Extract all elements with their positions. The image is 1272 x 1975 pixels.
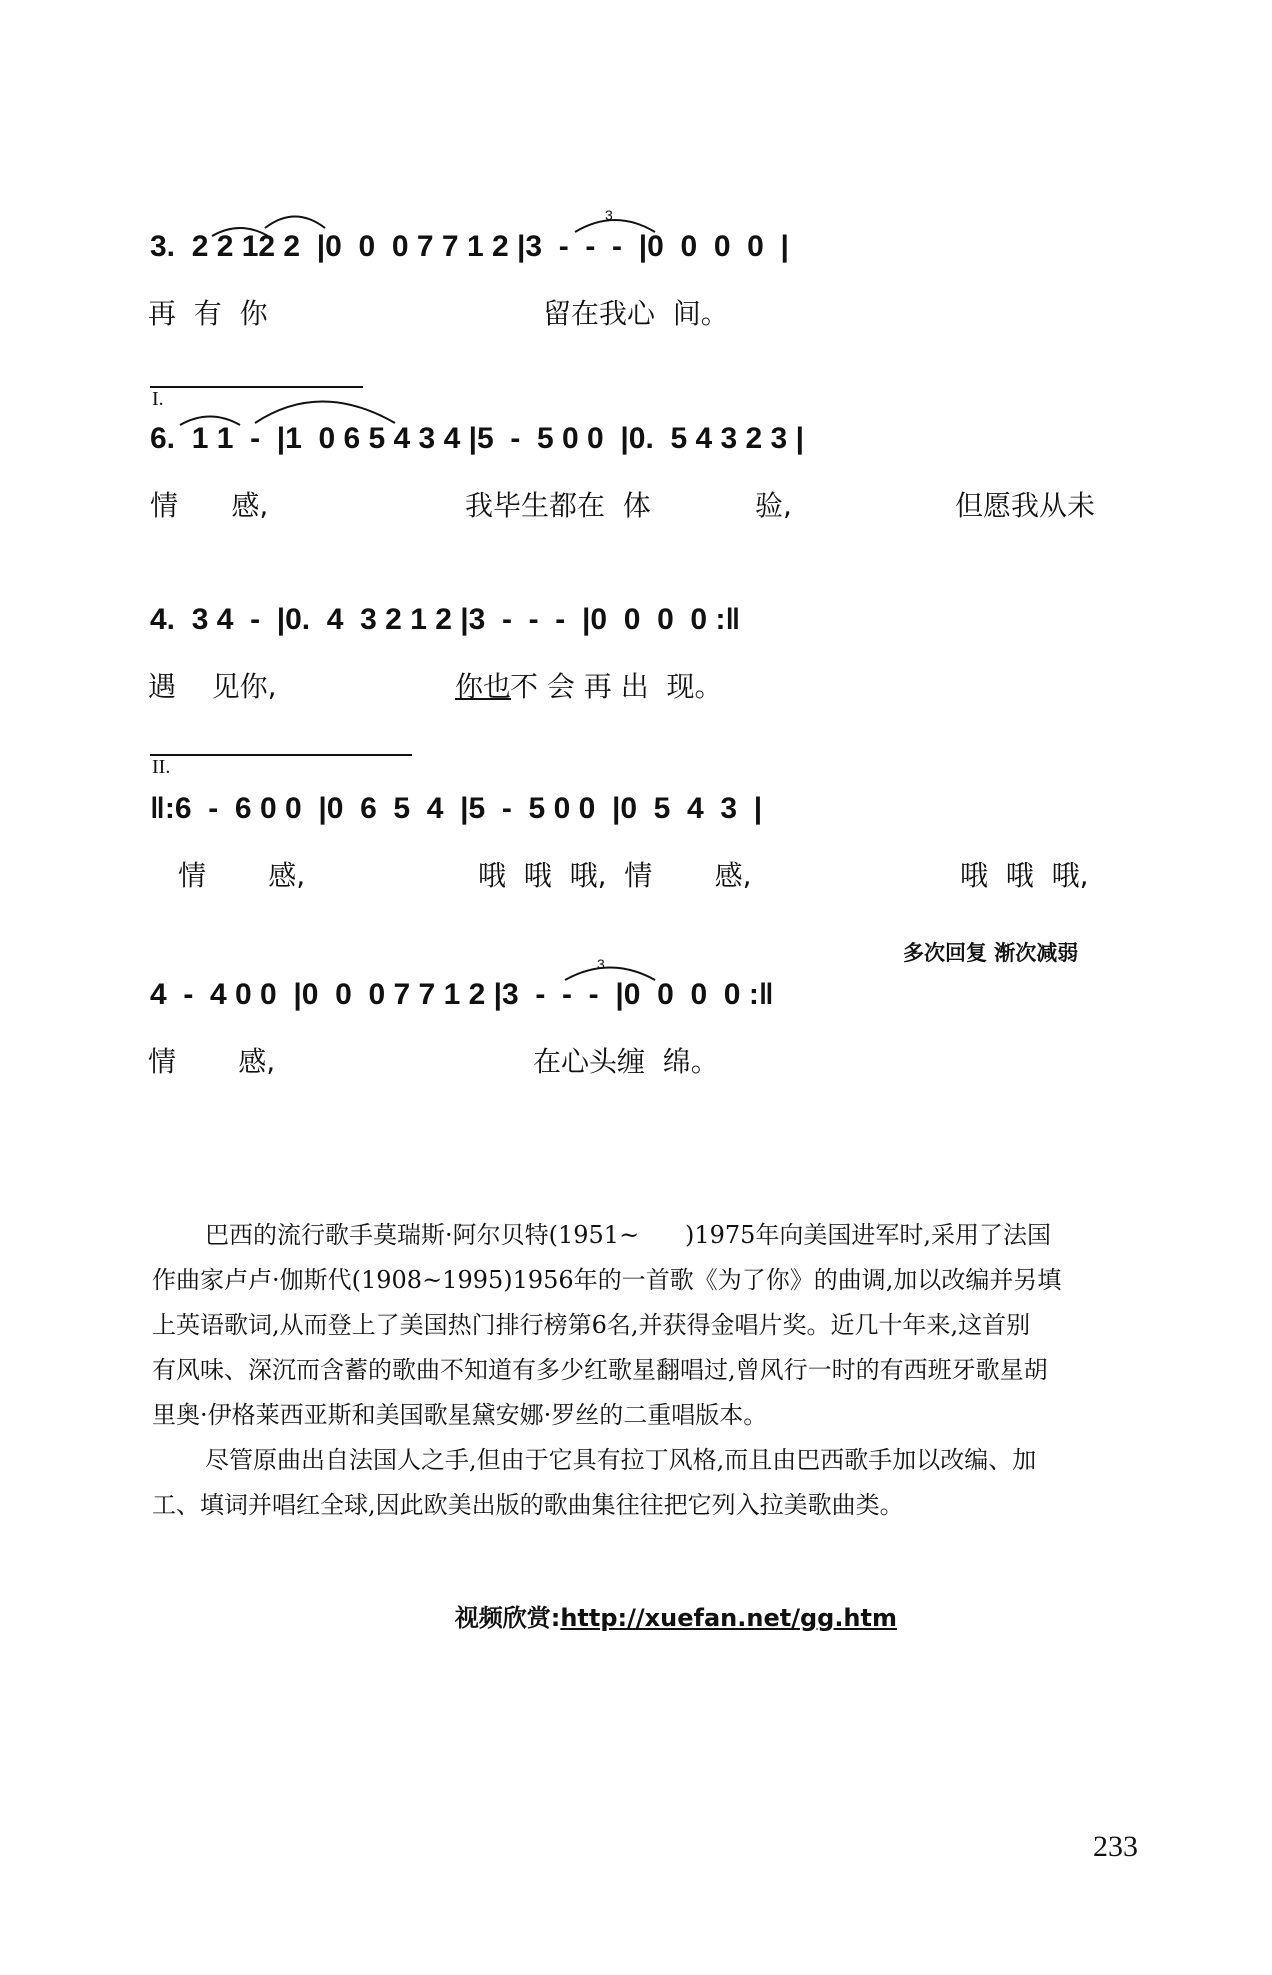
row5-lyrics-a: 情 感,: [148, 1045, 276, 1078]
svg-text:3: 3: [597, 956, 605, 972]
second-ending-number: II.: [152, 756, 171, 778]
row4-lyrics-c: 哦 哦 哦,: [960, 859, 1089, 892]
first-ending-bracket: [150, 386, 363, 388]
row2-lyrics-c: 验,: [755, 489, 792, 522]
row2-notes: 6. 1 1 - |1 0 6 5 4 3 4 |5 - 5 0 0 |0. 5 4 3 2 3 |: [150, 422, 804, 455]
paragraph1-line1: 巴西的流行歌手莫瑞斯·阿尔贝特(1951~ )1975年向美国进军时,采用了法国: [205, 1221, 1052, 1249]
paragraph2-line1: 尽管原曲出自法国人之手,但由于它具有拉丁风格,而且由巴西歌手加以改编、加: [205, 1446, 1037, 1474]
row3-notes: 4. 3 4 - |0. 4 3 2 1 2 |3 - - - |0 0 0 0 :‖: [150, 603, 741, 636]
paragraph2-line2: 工、填词并唱红全球,因此欧美出版的歌曲集往往把它列入拉美歌曲类。: [152, 1491, 904, 1519]
row1-lyrics-b: 留在我心 间。: [543, 297, 729, 330]
paragraph1-line5: 里奥·伊格莱西亚斯和美国歌星黛安娜·罗丝的二重唱版本。: [152, 1401, 768, 1429]
row2-lyrics-b: 我毕生都在 体: [465, 489, 651, 522]
video-label: 视频欣赏:: [454, 1604, 561, 1632]
second-ending-bracket: [150, 754, 412, 756]
page-number: 233: [1093, 1830, 1138, 1863]
row4-lyrics-a: 情 感,: [178, 859, 306, 892]
first-ending-number: I.: [152, 388, 164, 410]
row3-lyrics-a: 遇 见你,: [148, 670, 277, 703]
paragraph1-line4: 有风味、深沉而含蓄的歌曲不知道有多少红歌星翻唱过,曾风行一时的有西班牙歌星胡: [152, 1356, 1048, 1384]
row5-notes: 4 - 4 0 0 |0 0 0 7 7 1 2 |3 - - - |0 0 0 0 :‖: [150, 978, 774, 1011]
paragraph1-line3: 上英语歌词,从而登上了美国热门排行榜第6名,并获得金唱片奖。近几十年来,这首别: [152, 1311, 1031, 1339]
dynamics-annotation: 多次回复 渐次减弱: [903, 941, 1079, 965]
svg-text:3: 3: [605, 207, 613, 223]
row2-lyrics-d: 但愿我从未: [955, 489, 1096, 522]
paragraph1-line2: 作曲家卢卢·伽斯代(1908~1995)1956年的一首歌《为了你》的曲调,加以改编并另填: [152, 1266, 1062, 1294]
row5-lyrics-b: 在心头缠 绵。: [533, 1045, 719, 1078]
row1-notes: 3. 2 2 12 2 |0 0 0 7 7 1 2 |3 - - - |0 0 0 0 |: [150, 230, 789, 263]
row2-lyrics-a: 情 感,: [150, 489, 269, 522]
row1-lyrics-a: 再 有 你: [148, 297, 268, 330]
video-link-row: [438, 1570, 897, 1633]
row4-lyrics-b: 哦 哦 哦, 情 感,: [478, 859, 752, 892]
row3-lyrics-underlined: 你也: [455, 670, 512, 703]
video-url-link[interactable]: http://xuefan.net/gg.htm: [560, 1604, 897, 1632]
row3-lyrics-b: 不 会 再 出 现。: [510, 670, 723, 703]
row4-notes: ‖:6 - 6 0 0 |0 6 5 4 |5 - 5 0 0 |0 5 4 3 |: [150, 792, 763, 825]
